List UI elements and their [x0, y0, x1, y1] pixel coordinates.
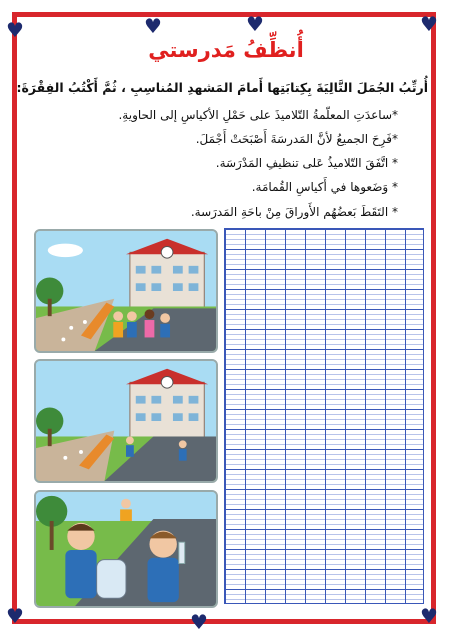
sentence-5: * التَقَطَ بَعضُهُم الأَوراقَ مِنْ باحَةِ المَدرَسة. [190, 205, 398, 219]
scene-image-1 [34, 229, 218, 353]
scene-image-3 [34, 490, 218, 608]
scene-image-2 [34, 359, 218, 483]
page-title: أُنظِّفُ مَدرستي [148, 38, 304, 62]
heart-icon: ♥ [190, 610, 208, 634]
sentence-4: * وَضَعوها في أَكياسِ القُمامَة. [251, 180, 398, 194]
heart-icon: ♥ [6, 604, 24, 628]
sentence-1: *ساعدَتِ المعلّمةُ التّلاميذَ على حَمْلِ الأكياسِ إلى الحاويةِ. [118, 108, 398, 122]
instructions: أُرتِّبُ الجُمَلَ التَّالِيَةَ بِكِتابَتِها أَمامَ المَشهدِ المُناسِبِ ، ثُمَّ أَكْتُبُ الفِقْرَةَ: [16, 80, 428, 95]
sentence-2: *فَرِحَ الجميعُ لأنَّ المَدرسَةَ أَصْبَحَتْ أَجْمَلَ. [195, 132, 398, 146]
heart-icon: ♥ [420, 604, 438, 628]
heart-icon: ♥ [144, 14, 162, 38]
heart-icon: ♥ [246, 12, 264, 36]
sentence-3: * اتَّفَقَ التّلاميذُ عَلى تنظيفِ المَدْرَسَة. [215, 156, 398, 170]
heart-icon: ♥ [6, 18, 24, 42]
writing-grid[interactable] [224, 228, 424, 604]
heart-icon: ♥ [420, 12, 438, 36]
